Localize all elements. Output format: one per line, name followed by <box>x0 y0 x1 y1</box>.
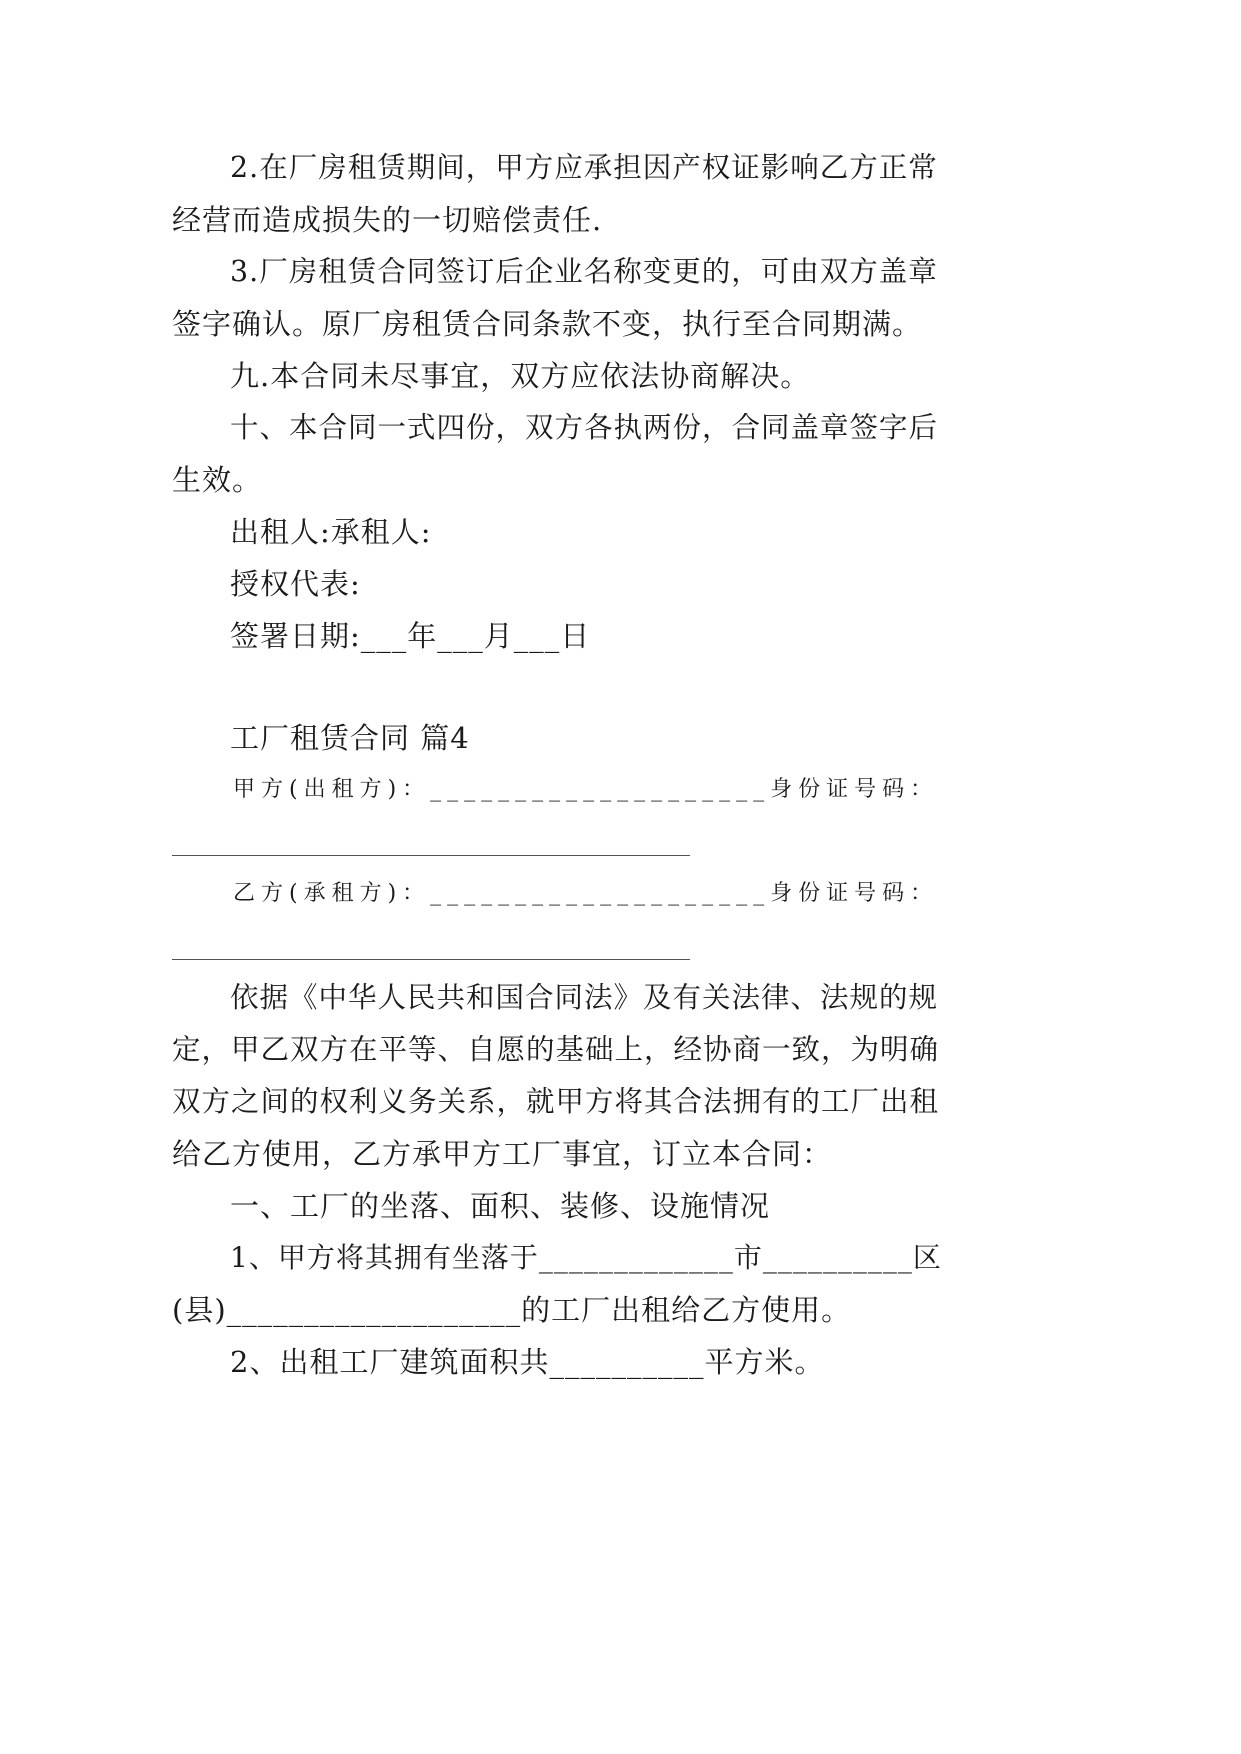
clause-10-line-2: 生效。 <box>172 463 263 497</box>
party-a-id-blank <box>172 855 690 856</box>
article-1-item-1-line-2: (县)___________________的工厂出租给乙方使用。 <box>172 1293 852 1327</box>
authorized-representative: 授权代表: <box>230 567 361 601</box>
article-1-heading: 一、工厂的坐落、面积、装修、设施情况 <box>230 1189 771 1223</box>
article-1-item-2: 2、出租工厂建筑面积共__________平方米。 <box>230 1345 825 1379</box>
preamble-line-4: 给乙方使用，乙方承甲方工厂事宜，订立本合同： <box>172 1137 833 1171</box>
clause-9: 九.本合同未尽事宜，双方应依法协商解决。 <box>230 359 811 393</box>
clause-10-line-1: 十、本合同一式四份，双方各执两份，合同盖章签字后 <box>230 411 939 444</box>
clause-8-2-line-2: 经营而造成损失的一切赔偿责任. <box>172 203 603 237</box>
party-a-line: 甲方(出租方)：____________________身份证号码： <box>233 777 939 802</box>
signature-parties: 出租人:承租人: <box>230 515 432 549</box>
signing-date: 签署日期:___年___月___日 <box>230 619 591 653</box>
clause-8-3-line-1: 3.厂房租赁合同签订后企业名称变更的，可由双方盖章 <box>230 255 938 288</box>
section-title: 工厂租赁合同 篇4 <box>230 721 470 755</box>
article-1-item-1-line-1: 1、甲方将其拥有坐落于_____________市__________区 <box>230 1241 942 1274</box>
clause-8-2-line-1: 2.在厂房租赁期间，甲方应承担因产权证影响乙方正常 <box>230 151 938 184</box>
preamble-line-1: 依据《中华人民共和国合同法》及有关法律、法规的规 <box>230 981 939 1014</box>
party-b-line: 乙方(承租方)：____________________身份证号码： <box>233 881 939 906</box>
clause-8-3-line-2: 签字确认。原厂房租赁合同条款不变，执行至合同期满。 <box>172 307 923 341</box>
preamble-line-2: 定，甲乙双方在平等、自愿的基础上，经协商一致，为明确 <box>172 1033 940 1066</box>
preamble-line-3: 双方之间的权利义务关系，就甲方将其合法拥有的工厂出租 <box>172 1085 940 1118</box>
party-b-id-blank <box>172 959 690 960</box>
